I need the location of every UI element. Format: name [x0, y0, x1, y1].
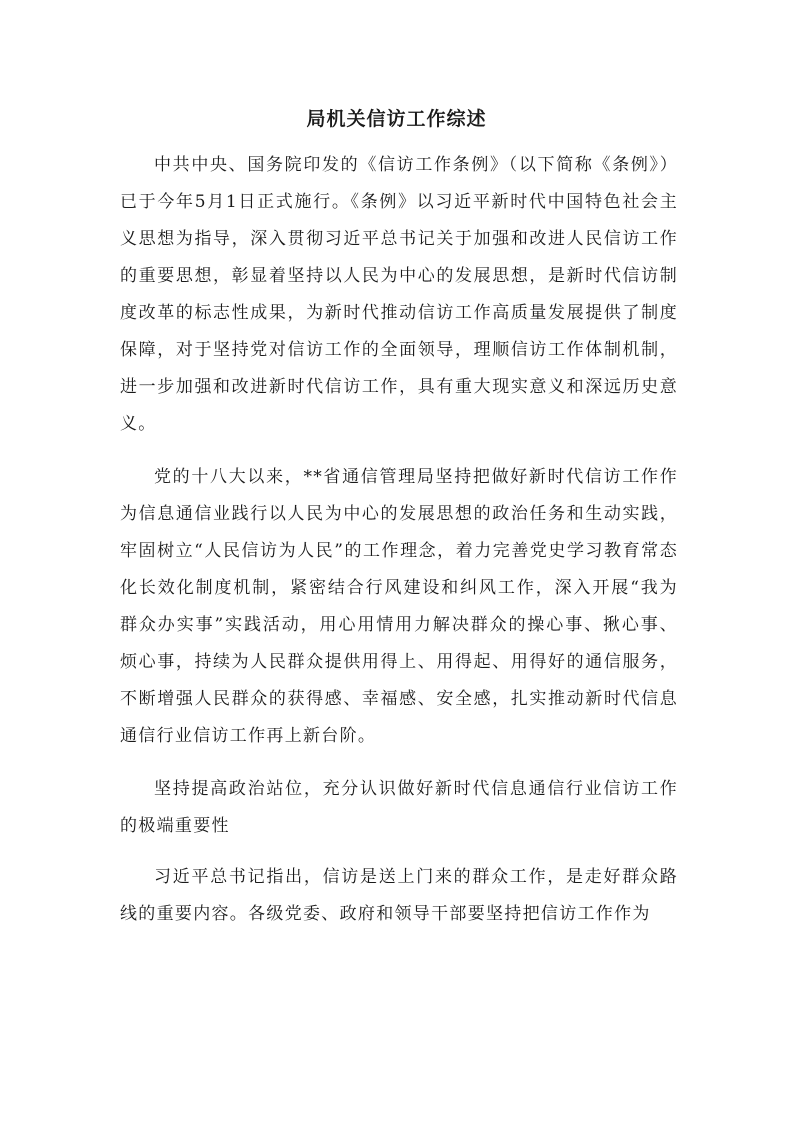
paragraph-intro: 中共中央、国务院印发的《信访工作条例》（以下简称《条例》）已于今年5月1日正式施行。《条例》以习近平新时代中国特色社会主义思想为指导，深入贯彻习近平总书记关于加强和改进人民信访工作的重要思想，彰显着坚持以人民为中心的发展思想，是新时代信访制度改革的标志性成果，为新时代推动信访工作高质量发展提供了制度保障，对于坚持党对信访工作的全面领导，理顺信访工作体制机制，进一步加强和改进新时代信访工作，具有重大现实意义和深远历史意义。: [120, 155, 678, 434]
page-title: 局机关信访工作综述: [306, 108, 487, 130]
document-body: [120, 147, 678, 949]
paragraph-quote: 习近平总书记指出，信访是送上门来的群众工作，是走好群众路线的重要内容。各级党委、政府和领导干部要坚持把信访工作作为: [120, 867, 678, 924]
section-heading: 坚持提高政治站位，充分认识做好新时代信息通信行业信访工作的极端重要性: [120, 779, 678, 836]
paragraph-overview: 党的十八大以来，**省通信管理局坚持把做好新时代信访工作作为信息通信业践行以人民为中心的发展思想的政治任务和生动实践，牢固树立“人民信访为人民”的工作理念，着力完善党史学习教育常态化长效化制度机制，紧密结合行风建设和纠风工作，深入开展“我为群众办实事”实践活动，用心用情用力解决群众的操心事、揪心事、烦心事，持续为人民群众提供用得上、用得起、用得好的通信服务，不断增强人民群众的获得感、幸福感、安全感，扎实推动新时代信息通信行业信访工作再上新台阶。: [120, 467, 678, 746]
